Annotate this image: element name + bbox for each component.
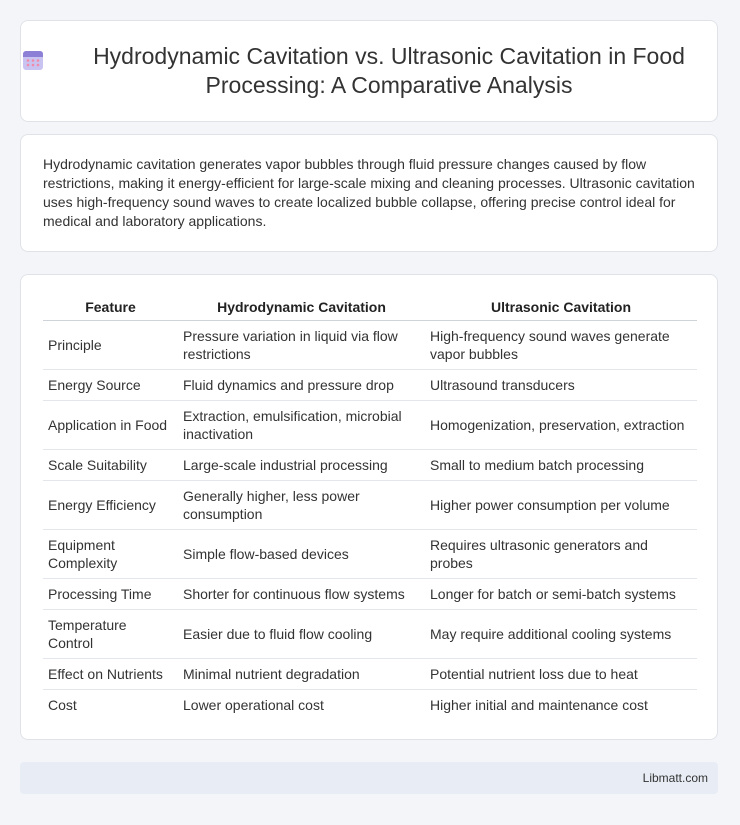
cell-ultrasonic: Requires ultrasonic generators and probes xyxy=(425,530,697,579)
cell-ultrasonic: Potential nutrient loss due to heat xyxy=(425,659,697,690)
page-title: Hydrodynamic Cavitation vs. Ultrasonic Cavitation in Food Processing: A Comparative Analysis xyxy=(93,43,685,98)
cell-hydrodynamic: Minimal nutrient degradation xyxy=(178,659,425,690)
cell-hydrodynamic: Shorter for continuous flow systems xyxy=(178,579,425,610)
title-card xyxy=(20,20,718,122)
table-row xyxy=(43,321,697,370)
cell-hydrodynamic: Extraction, emulsification, microbial inactivation xyxy=(178,401,425,450)
cell-hydrodynamic: Generally higher, less power consumption xyxy=(178,481,425,530)
cell-ultrasonic: Longer for batch or semi-batch systems xyxy=(425,579,697,610)
cell-feature: Application in Food xyxy=(43,401,178,450)
column-header-ultrasonic: Ultrasonic Cavitation xyxy=(425,293,697,321)
title-wrap xyxy=(21,42,717,100)
intro-text: Hydrodynamic cavitation generates vapor bubbles through fluid pressure changes caused by flow restrictions, making it energy-efficient for large-scale mixing and cleaning processes. Ultrasonic cavitation uses high-frequency sound waves to create localized bubble collapse, offering precise control ideal for medical and laboratory applications. xyxy=(43,156,695,229)
cell-ultrasonic: Ultrasound transducers xyxy=(425,370,697,401)
comparison-table xyxy=(43,293,697,720)
cell-hydrodynamic: Lower operational cost xyxy=(183,697,324,713)
table-row xyxy=(43,401,697,450)
table-header-row xyxy=(43,293,697,321)
cell-feature: Scale Suitability xyxy=(43,450,178,481)
table-row xyxy=(43,530,697,579)
calendar-icon xyxy=(21,48,45,72)
cell-hydrodynamic: Easier due to fluid flow cooling xyxy=(178,610,425,659)
table-row xyxy=(43,481,697,530)
cell-hydrodynamic: Simple flow-based devices xyxy=(178,530,425,579)
cell-ultrasonic: Small to medium batch processing xyxy=(425,450,697,481)
cell-ultrasonic: Higher initial and maintenance cost xyxy=(430,697,648,713)
cell-ultrasonic: May require additional cooling systems xyxy=(425,610,697,659)
column-header-hydrodynamic: Hydrodynamic Cavitation xyxy=(178,293,425,321)
column-header-feature: Feature xyxy=(43,293,178,321)
table-row xyxy=(43,370,697,401)
table-row xyxy=(43,610,697,659)
table-row xyxy=(43,690,697,721)
table-row xyxy=(43,450,697,481)
table-row xyxy=(43,659,697,690)
cell-feature: Energy Source xyxy=(43,370,178,401)
cell-ultrasonic: High-frequency sound waves generate vapor bubbles xyxy=(425,321,697,370)
table-row xyxy=(43,579,697,610)
cell-feature: Processing Time xyxy=(43,579,178,610)
cell-hydrodynamic: Fluid dynamics and pressure drop xyxy=(178,370,425,401)
cell-feature: Equipment Complexity xyxy=(43,530,178,579)
cell-hydrodynamic: Pressure variation in liquid via flow restrictions xyxy=(178,321,425,370)
cell-hydrodynamic: Large-scale industrial processing xyxy=(178,450,425,481)
cell-ultrasonic: Higher power consumption per volume xyxy=(425,481,697,530)
footer-brand: Libmatt.com xyxy=(642,771,708,785)
cell-feature: Cost xyxy=(48,697,77,713)
intro-card xyxy=(20,134,718,252)
cell-feature: Principle xyxy=(43,321,178,370)
cell-feature: Energy Efficiency xyxy=(43,481,178,530)
cell-ultrasonic: Homogenization, preservation, extraction xyxy=(425,401,697,450)
footer xyxy=(20,762,718,794)
comparison-card xyxy=(20,274,718,740)
cell-feature: Effect on Nutrients xyxy=(43,659,178,690)
cell-feature: Temperature Control xyxy=(43,610,178,659)
